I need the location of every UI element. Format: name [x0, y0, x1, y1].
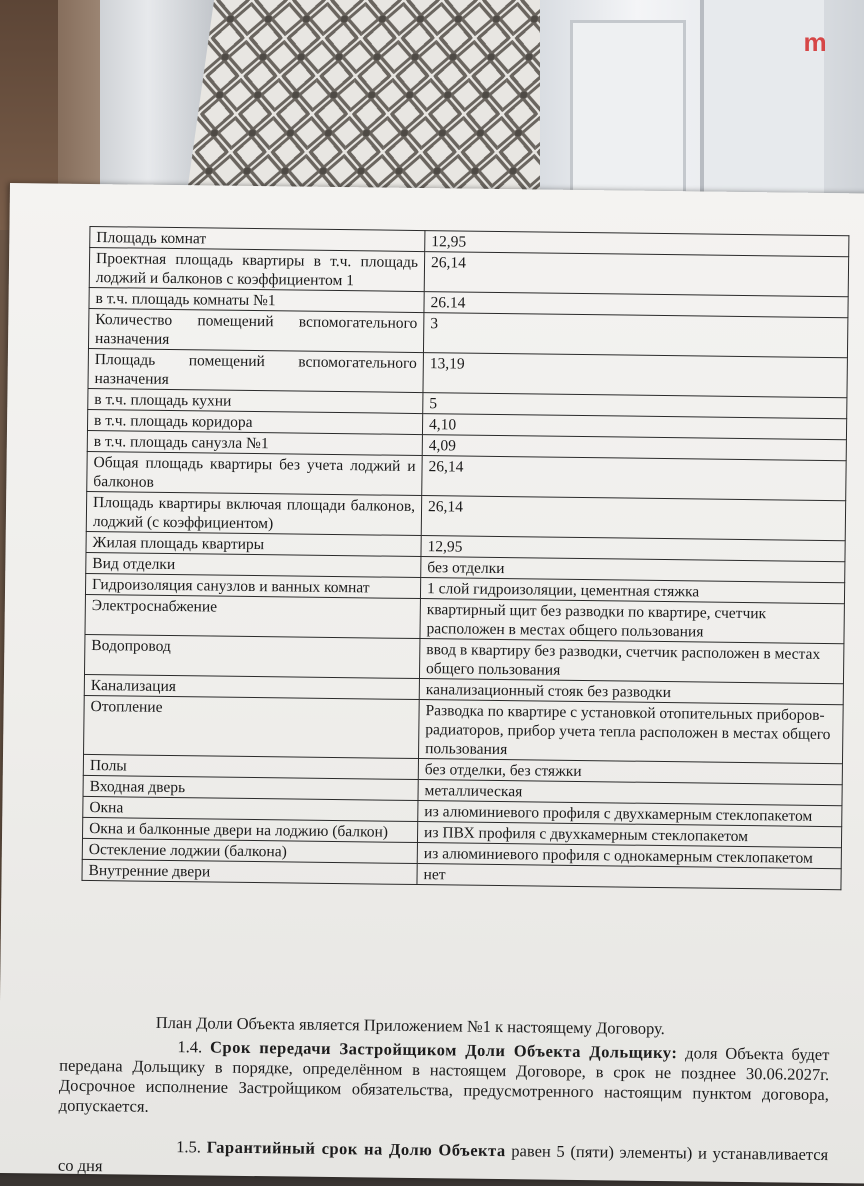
- row-value: металлическая: [418, 780, 842, 806]
- row-value: 26.14: [424, 292, 848, 318]
- row-label: Проектная площадь квартиры в т.ч. площадь лоджий и балконов с коэффициентом 1: [89, 247, 424, 291]
- table-row: [84, 695, 844, 763]
- row-label: в т.ч. площадь комнаты №1: [89, 287, 424, 312]
- row-label: Водопровод: [85, 634, 420, 678]
- row-label: Электроснабжение: [85, 594, 420, 638]
- row-label: Вид отделки: [86, 552, 421, 577]
- row-label: Площадь помещений вспомогательного назначения: [88, 348, 423, 392]
- row-value: из ПВХ профиля с двухкамерным стеклопакетом: [417, 822, 841, 848]
- row-label: Площадь квартиры включая площади балконов, лоджий (с коэффициентом): [86, 491, 421, 535]
- document-sheet: [0, 183, 864, 1184]
- row-label: Остекление лоджии (балкона): [82, 838, 417, 863]
- row-value: канализационный стояк без разводки: [419, 679, 843, 705]
- section-heading: Срок передачи Застройщиком Доли Объекта Дольщику:: [209, 1037, 678, 1063]
- row-value: 13,19: [423, 353, 847, 398]
- section-number: 1.5.: [176, 1137, 202, 1157]
- row-value: 4,10: [422, 414, 846, 440]
- row-value: квартирный щит без разводки по квартире, счетчик расположен в местах общего пользования: [420, 599, 844, 644]
- row-value: ввод в квартиру без разводки, счетчик расположен в местах общего пользования: [419, 639, 843, 684]
- watermark-logo: m: [803, 27, 827, 57]
- row-value: Разводка по квартире с установкой отопительных приборов-радиаторов, прибор учета тепла расположен в местах общего пользования: [418, 700, 843, 764]
- row-value: нет: [417, 864, 841, 890]
- section-number: 1.4.: [177, 1037, 203, 1057]
- row-value: 1 слой гидроизоляции, цементная стяжка: [420, 578, 844, 604]
- row-label: в т.ч. площадь санузла №1: [87, 430, 422, 455]
- row-value: из алюминиевого профиля с однокамерным стеклопакетом: [417, 843, 841, 869]
- row-label: Полы: [83, 754, 418, 779]
- section-text: доля Объекта будет передана Дольщику в порядке, определённом в настоящем Договоре, в срок не позднее 30.06.2027г. Досрочное исполнение Застройщиком обязательства, предусмотренного настоящим пунктом договора, допускается.: [58, 1043, 830, 1116]
- row-label: Гидроизоляция санузлов и ванных комнат: [85, 573, 420, 598]
- section-1-5: [58, 1136, 828, 1185]
- row-label: Входная дверь: [83, 775, 418, 800]
- row-value: 5: [423, 393, 847, 419]
- row-label: Окна и балконные двери на лоджию (балкон): [82, 817, 417, 842]
- row-label: Общая площадь квартиры без учета лоджий и балконов: [87, 451, 422, 495]
- row-value: без отделки: [421, 557, 845, 583]
- row-label: в т.ч. площадь кухни: [88, 388, 423, 413]
- row-value: без отделки, без стяжки: [418, 759, 842, 785]
- section-1-4: [59, 1036, 830, 1125]
- row-label: Количество помещений вспомогательного назначения: [88, 308, 423, 352]
- tiled-floor: [186, 0, 574, 200]
- row-label: Канализация: [84, 674, 419, 699]
- row-value: 3: [423, 313, 847, 358]
- section-text: равен 5 (пяти) элементы) и устанавливается со дня: [57, 1141, 829, 1176]
- row-value: 12,95: [425, 231, 849, 257]
- plan-appendix-note: План Доли Объекта является Приложением №1 к настоящему Договору.: [155, 1012, 665, 1039]
- row-label: Внутренние двери: [82, 859, 417, 884]
- row-label: Площадь комнат: [90, 226, 425, 251]
- row-value: 26,14: [424, 252, 848, 297]
- row-value: 4,09: [422, 435, 846, 461]
- apartment-specs-table: [81, 226, 849, 890]
- row-label: Отопление: [84, 695, 420, 758]
- row-value: 26,14: [422, 456, 846, 501]
- row-value: 26,14: [421, 496, 845, 541]
- row-label: Окна: [83, 796, 418, 821]
- section-heading: Гарантийный срок на Долю Объекта: [206, 1137, 506, 1161]
- row-label: в т.ч. площадь коридора: [87, 409, 422, 434]
- row-label: Жилая площадь квартиры: [86, 531, 421, 556]
- row-value: 12,95: [421, 536, 845, 562]
- door-panel: [570, 20, 686, 206]
- row-value: из алюминиевого профиля с двухкамерным стеклопакетом: [418, 801, 842, 827]
